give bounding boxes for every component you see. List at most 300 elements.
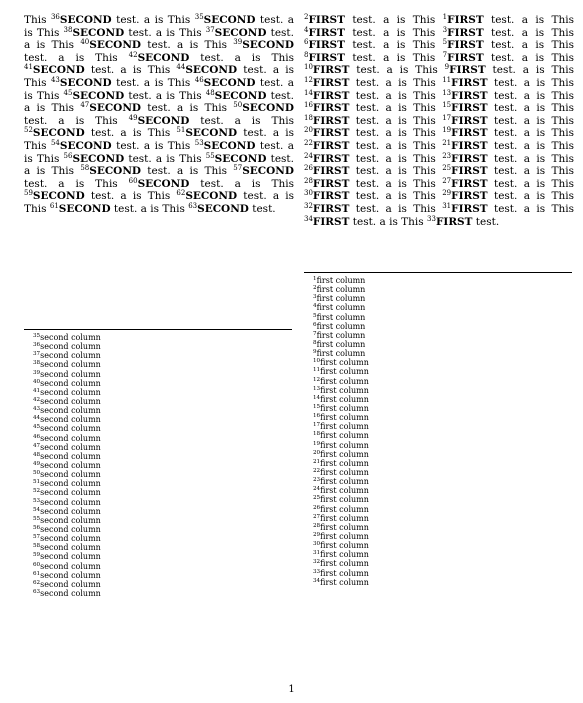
filler-text: test. a is This	[492, 64, 575, 77]
footnote-number: 23	[313, 477, 321, 484]
footnote-item	[33, 534, 292, 543]
footnote-text: second column	[40, 460, 101, 470]
footnote-text: first column	[320, 440, 369, 450]
note-word: SECOND	[203, 76, 256, 89]
filler-text: test. a is This	[352, 39, 436, 52]
footnote-item	[313, 578, 572, 587]
filler-text: test. a is This	[355, 127, 436, 140]
note-word: SECOND	[32, 190, 85, 203]
footnote-text: second column	[40, 333, 101, 342]
footnote-text: first column	[316, 285, 366, 295]
footnote-item	[313, 413, 572, 422]
filler-text: test. a is This	[491, 39, 574, 52]
note-word: SECOND	[214, 26, 267, 39]
footnote-marker: 50	[233, 101, 243, 110]
footnote-number: 44	[33, 415, 41, 422]
footnote-marker: 23	[442, 151, 452, 160]
note-word: FIRST	[447, 39, 484, 52]
footnote-item	[313, 331, 572, 340]
footnote-item	[33, 479, 292, 488]
footnote-text: first column	[320, 467, 369, 477]
footnote-text: first column	[320, 541, 369, 551]
footnote-number: 9	[313, 349, 317, 356]
footnote-text: first column	[320, 513, 369, 523]
footnote-text: first column	[320, 495, 369, 505]
footnote-marker: 9	[444, 63, 450, 72]
footnote-marker: 46	[194, 75, 204, 84]
word-this: This	[24, 14, 47, 26]
footnote-text: first column	[320, 531, 369, 541]
filler-text: test. a is This	[493, 177, 574, 190]
footnote-marker: 27	[442, 176, 452, 185]
footnote-marker: 2	[304, 13, 309, 21]
footnote-item	[313, 367, 572, 376]
note-word: SECOND	[197, 202, 249, 215]
footnote-marker: 44	[176, 63, 186, 72]
left-footnotes	[24, 329, 292, 598]
footnote-marker: 57	[233, 164, 243, 173]
footnote-marker: 10	[304, 63, 313, 72]
note-word: FIRST	[312, 76, 350, 89]
note-word: SECOND	[137, 114, 190, 127]
footnote-number: 16	[313, 413, 321, 420]
note-word: FIRST	[312, 102, 350, 115]
right-column-body	[304, 14, 574, 228]
footnote-number: 4	[313, 303, 317, 310]
footnote-number: 55	[33, 515, 41, 522]
filler-text: test. a is This	[200, 177, 294, 190]
footnote-item	[313, 377, 572, 386]
footnote-marker: 56	[63, 151, 73, 160]
footnote-item	[313, 541, 572, 550]
footnote-item	[33, 370, 292, 379]
note-word: FIRST	[308, 26, 345, 39]
footnote-number: 43	[33, 406, 41, 413]
filler-text: test. a is This	[493, 102, 574, 115]
footnote-text: first column	[320, 403, 369, 413]
note-word: FIRST	[312, 89, 350, 102]
filler-text: test. a is This	[90, 64, 171, 77]
filler-text: test. a is This	[355, 76, 436, 89]
note-word: FIRST	[435, 215, 473, 228]
footnote-item	[33, 424, 292, 433]
footnote-item	[33, 379, 292, 388]
filler-text: test. a is This	[355, 165, 436, 178]
footnote-number: 21	[313, 458, 321, 465]
filler-text: test. a is This	[116, 139, 191, 152]
filler-text: test. a is This	[24, 51, 118, 64]
footnote-number: 2	[313, 285, 317, 292]
footnote-marker: 32	[304, 201, 313, 210]
footnote-marker: 1	[442, 13, 448, 21]
filler-text: test. a is This	[491, 14, 574, 26]
footnote-item	[33, 562, 292, 571]
footnote-text: second column	[40, 442, 101, 452]
note-word: SECOND	[214, 89, 267, 102]
note-word: FIRST	[447, 51, 484, 64]
footnote-number: 7	[313, 330, 317, 337]
footnote-number: 10	[313, 358, 321, 365]
footnote-number: 26	[313, 504, 321, 511]
note-word: SECOND	[89, 165, 142, 178]
footnote-number: 40	[33, 378, 41, 385]
footnote-item	[33, 415, 292, 424]
footnote-item	[313, 303, 572, 312]
footnote-item	[313, 441, 572, 450]
footnote-text: second column	[40, 387, 101, 397]
filler-text: test. a is This	[493, 127, 574, 140]
footnote-marker: 7	[442, 50, 448, 59]
filler-text: test. a is This	[493, 202, 574, 215]
footnote-number: 18	[313, 431, 321, 438]
footnote-item	[313, 505, 572, 514]
filler-text: test. a is This	[147, 39, 227, 52]
note-word: SECOND	[72, 89, 125, 102]
note-word: FIRST	[308, 51, 345, 64]
footnote-number: 24	[313, 486, 321, 493]
footnote-text: second column	[40, 479, 101, 489]
filler-text: test. a is This	[352, 14, 436, 26]
footnote-item	[33, 333, 292, 342]
footnote-marker: 8	[304, 50, 309, 59]
footnote-item	[33, 342, 292, 351]
note-word: FIRST	[312, 152, 350, 165]
footnote-item	[313, 559, 572, 568]
filler-text: test.	[252, 202, 276, 215]
note-word: FIRST	[451, 114, 488, 127]
footnote-item	[33, 360, 292, 369]
footnote-text: first column	[320, 486, 369, 496]
footnote-item	[313, 349, 572, 358]
footnote-item	[33, 543, 292, 552]
footnote-item	[33, 488, 292, 497]
note-word: SECOND	[59, 139, 112, 152]
footnote-item	[313, 386, 572, 395]
page-number: 1	[288, 684, 295, 695]
note-word: SECOND	[59, 76, 112, 89]
filler-text: test. a is This	[24, 152, 294, 178]
footnote-text: second column	[40, 451, 101, 461]
footnote-item	[313, 404, 572, 413]
footnote-text: first column	[316, 321, 366, 331]
note-word: FIRST	[312, 114, 350, 127]
footnote-marker: 40	[80, 38, 90, 47]
footnote-text: first column	[316, 294, 366, 304]
footnote-number: 28	[313, 522, 321, 529]
footnote-item	[313, 422, 572, 431]
footnote-number: 1	[313, 276, 317, 282]
footnote-text: second column	[40, 588, 101, 598]
footnote-text: second column	[40, 433, 101, 443]
footnote-number: 51	[33, 479, 41, 486]
filler-text: test. a is This	[493, 114, 574, 127]
filler-text: test. a is This	[24, 76, 294, 102]
footnote-number: 31	[313, 550, 321, 557]
footnote-item	[33, 516, 292, 525]
footnote-marker: 36	[50, 13, 60, 21]
footnote-marker: 59	[24, 189, 33, 198]
filler-text: test. a is This	[24, 177, 118, 190]
footnote-item	[313, 532, 572, 541]
note-word: SECOND	[72, 26, 125, 39]
footnote-number: 36	[33, 342, 41, 349]
footnote-marker: 63	[188, 201, 198, 210]
footnote-number: 14	[313, 394, 321, 401]
footnote-item	[33, 507, 292, 516]
footnote-marker: 31	[442, 201, 452, 210]
footnote-marker: 61	[49, 201, 59, 210]
note-word: SECOND	[185, 127, 238, 140]
note-word: FIRST	[451, 152, 488, 165]
note-word: FIRST	[312, 139, 350, 152]
footnote-text: first column	[320, 394, 369, 404]
footnote-text: first column	[316, 339, 366, 349]
footnote-marker: 60	[128, 176, 138, 185]
footnote-marker: 39	[233, 38, 243, 47]
note-word: FIRST	[308, 14, 345, 26]
footnote-marker: 55	[205, 151, 215, 160]
footnote-text: first column	[316, 312, 366, 322]
footnote-rule	[24, 329, 292, 330]
footnote-marker: 21	[442, 138, 452, 147]
note-word: FIRST	[451, 139, 488, 152]
footnote-text: second column	[40, 369, 101, 379]
footnote-list	[24, 333, 292, 598]
footnote-marker: 42	[128, 50, 138, 59]
filler-text: test. a is This	[355, 139, 436, 152]
footnote-item	[313, 514, 572, 523]
footnote-item	[313, 313, 572, 322]
note-word: FIRST	[451, 202, 488, 215]
footnote-marker: 29	[442, 189, 452, 198]
footnote-text: second column	[40, 579, 101, 589]
right-text-column	[304, 14, 574, 228]
filler-text: test. a is This	[352, 215, 424, 228]
note-word: FIRST	[312, 165, 350, 178]
note-word: SECOND	[32, 64, 85, 77]
note-word: SECOND	[137, 51, 190, 64]
note-word: SECOND	[32, 127, 85, 140]
footnote-number: 8	[313, 339, 317, 346]
footnote-item	[313, 550, 572, 559]
footnote-text: first column	[320, 559, 369, 569]
filler-text: test. a is This	[147, 165, 227, 178]
footnote-item	[313, 569, 572, 578]
note-word: FIRST	[312, 190, 350, 203]
footnote-marker: 33	[427, 214, 436, 223]
footnote-number: 29	[313, 531, 321, 538]
footnote-marker: 3	[442, 25, 448, 34]
footnote-text: first column	[320, 358, 369, 368]
footnote-number: 62	[33, 579, 41, 586]
note-word: FIRST	[451, 127, 488, 140]
footnote-number: 27	[313, 513, 321, 520]
filler-text: test. a is This	[24, 190, 294, 215]
filler-text: test. a is This	[493, 89, 574, 102]
note-word: FIRST	[312, 202, 350, 215]
footnote-item	[313, 431, 572, 440]
footnote-text: second column	[40, 406, 101, 416]
note-word: FIRST	[312, 64, 350, 77]
filler-text: test. a is This	[356, 64, 438, 77]
note-word: FIRST	[451, 102, 488, 115]
footnote-text: second column	[40, 351, 101, 361]
footnote-marker: 18	[304, 113, 313, 122]
filler-text: test. a is This	[355, 177, 436, 190]
filler-text: test. a is This	[493, 139, 574, 152]
footnote-item	[313, 322, 572, 331]
footnote-text: second column	[40, 552, 101, 562]
footnote-marker: 22	[304, 138, 313, 147]
left-column-body	[24, 14, 294, 216]
footnote-item	[33, 498, 292, 507]
footnote-item	[313, 486, 572, 495]
footnote-marker: 34	[304, 214, 313, 223]
filler-text: test. a is This	[24, 89, 294, 115]
note-word: FIRST	[451, 177, 488, 190]
footnote-marker: 20	[304, 126, 313, 135]
footnote-text: second column	[40, 396, 101, 406]
filler-text: test. a is This	[113, 202, 185, 215]
footnote-number: 3	[313, 294, 317, 301]
footnote-item	[33, 351, 292, 360]
footnote-text: first column	[320, 504, 369, 514]
footnote-item	[33, 406, 292, 415]
footnote-number: 13	[313, 385, 321, 392]
footnote-marker: 4	[304, 25, 309, 34]
footnote-marker: 30	[304, 189, 313, 198]
filler-text: test. a is This	[116, 76, 191, 89]
note-word: FIRST	[451, 165, 488, 178]
filler-text: test. a is This	[24, 64, 294, 89]
filler-text: test. a is This	[90, 190, 171, 203]
footnote-number: 47	[33, 442, 41, 449]
footnote-text: first column	[320, 477, 369, 487]
footnote-number: 6	[313, 321, 317, 328]
note-word: SECOND	[58, 202, 111, 215]
footnote-number: 48	[33, 451, 41, 458]
note-word: SECOND	[89, 102, 142, 115]
footnote-marker: 43	[50, 75, 60, 84]
footnote-marker: 14	[304, 88, 313, 97]
note-word: SECOND	[185, 190, 238, 203]
footnote-item	[33, 452, 292, 461]
footnote-text: first column	[320, 522, 369, 532]
filler-text: test. a is This	[355, 89, 436, 102]
footnote-item	[313, 523, 572, 532]
footnote-item	[33, 589, 292, 598]
footnote-item	[313, 358, 572, 367]
footnote-item	[33, 443, 292, 452]
footnote-number: 35	[33, 333, 41, 339]
note-word: SECOND	[242, 102, 294, 115]
footnote-text: second column	[40, 360, 101, 370]
footnote-number: 52	[33, 488, 41, 495]
filler-text: test. a is This	[352, 26, 436, 39]
footnote-marker: 47	[80, 101, 90, 110]
footnote-marker: 26	[304, 164, 313, 173]
filler-text: test. a is This	[491, 26, 574, 39]
footnote-number: 30	[313, 541, 321, 548]
footnote-text: second column	[40, 342, 101, 352]
footnote-marker: 52	[24, 126, 33, 135]
filler-text: test. a is This	[128, 89, 202, 102]
footnote-marker: 6	[304, 38, 309, 47]
note-word: FIRST	[447, 26, 484, 39]
footnote-number: 46	[33, 433, 41, 440]
footnote-number: 32	[313, 559, 321, 566]
footnote-item	[313, 477, 572, 486]
note-word: FIRST	[449, 64, 486, 77]
footnote-number: 22	[313, 467, 321, 474]
footnote-item	[313, 450, 572, 459]
footnote-text: second column	[40, 506, 101, 516]
note-word: SECOND	[242, 39, 294, 52]
footnote-text: first column	[320, 413, 369, 423]
filler-text: test. a is This	[355, 152, 436, 165]
note-word: FIRST	[447, 14, 484, 26]
footnote-item	[313, 285, 572, 294]
note-word: FIRST	[451, 76, 488, 89]
footnote-text: second column	[40, 415, 101, 425]
footnote-text: first column	[320, 577, 369, 587]
footnote-marker: 41	[24, 63, 33, 72]
filler-text: test. a is This	[24, 14, 294, 39]
footnote-number: 49	[33, 460, 41, 467]
note-word: SECOND	[203, 139, 256, 152]
note-word: FIRST	[312, 127, 350, 140]
note-word: SECOND	[242, 165, 294, 178]
footnote-text: second column	[40, 561, 101, 571]
footnote-text: second column	[40, 534, 101, 544]
footnote-marker: 62	[176, 189, 186, 198]
footnote-marker: 48	[205, 88, 215, 97]
filler-text: test. a is This	[24, 139, 294, 165]
footnote-text: first column	[316, 303, 366, 313]
footnote-marker: 17	[442, 113, 452, 122]
filler-text: test. a is This	[24, 127, 294, 152]
footnote-item	[33, 397, 292, 406]
note-word: SECOND	[72, 152, 125, 165]
footnote-text: second column	[40, 515, 101, 525]
footnote-text: first column	[320, 431, 369, 441]
footnote-text: first column	[320, 367, 369, 377]
footnote-item	[33, 552, 292, 561]
footnote-marker: 12	[304, 75, 313, 84]
footnote-item	[33, 470, 292, 479]
footnote-item	[33, 461, 292, 470]
footnote-number: 11	[313, 367, 321, 374]
footnote-text: first column	[320, 385, 369, 395]
footnote-rule	[304, 272, 572, 273]
footnote-text: first column	[320, 550, 369, 560]
footnote-number: 37	[33, 351, 41, 358]
footnote-list	[304, 276, 572, 587]
footnote-marker: 28	[304, 176, 313, 185]
footnote-marker: 35	[194, 13, 204, 21]
footnote-text: second column	[40, 488, 101, 498]
footnote-number: 63	[33, 588, 41, 595]
footnote-marker: 24	[304, 151, 313, 160]
footnote-number: 25	[313, 495, 321, 502]
footnote-text: second column	[40, 378, 101, 388]
footnote-item	[33, 580, 292, 589]
footnote-item	[313, 294, 572, 303]
filler-text: test. a is This	[493, 152, 574, 165]
footnote-text: first column	[316, 330, 366, 340]
footnote-item	[313, 459, 572, 468]
footnote-number: 15	[313, 403, 321, 410]
